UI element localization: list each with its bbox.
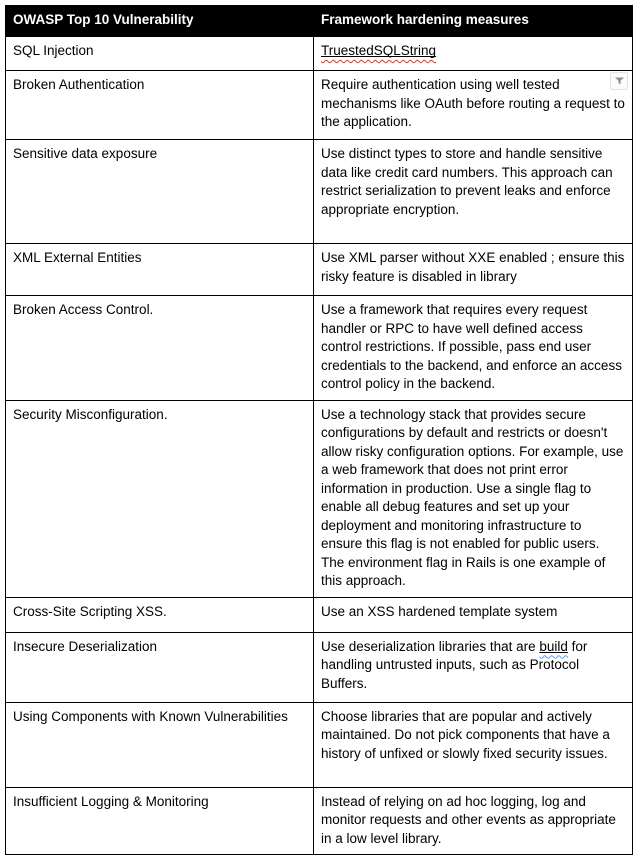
measure-cell[interactable]: Use distinct types to store and handle sensitive data like credit card numbers. This approach can restrict serialization to prevent leaks and enforce appropriate encryption. bbox=[314, 140, 633, 244]
table-body bbox=[6, 37, 633, 855]
owasp-hardening-table bbox=[5, 5, 633, 855]
dropdown-marker-icon[interactable] bbox=[610, 72, 628, 90]
vulnerability-cell[interactable]: XML External Entities bbox=[6, 244, 314, 296]
table-row bbox=[6, 140, 633, 244]
measure-cell[interactable]: Use XML parser without XXE enabled ; ensure this risky feature is disabled in library bbox=[314, 244, 633, 296]
table-row bbox=[6, 632, 633, 702]
table-row bbox=[6, 244, 633, 296]
measure-cell[interactable]: Use deserialization libraries that are build for handling untrusted inputs, such as Protocol Buffers. bbox=[314, 632, 633, 702]
grammar-flagged-text[interactable] bbox=[539, 639, 568, 654]
vulnerability-cell[interactable]: Security Misconfiguration. bbox=[6, 400, 314, 597]
header-row bbox=[6, 6, 633, 37]
flagged-word: TruestedSQLString bbox=[321, 43, 437, 58]
flagged-word: build bbox=[539, 638, 568, 654]
measure-cell[interactable]: Use a technology stack that provides secure configurations by default and restricts or doesn't allow risky configuration options. For example, use a web framework that does not print error information in production. Use a single flag to enable all debug features and set up your deployment and monitoring infrastructure to ensure this flag is not enabled for public users. The environment flag in Rails is one example of this approach. bbox=[314, 400, 633, 597]
vulnerability-cell[interactable]: Using Components with Known Vulnerabilities bbox=[6, 702, 314, 787]
vulnerability-cell[interactable]: Broken Access Control. bbox=[6, 296, 314, 401]
vulnerability-cell[interactable]: SQL Injection bbox=[6, 37, 314, 71]
vulnerability-cell[interactable]: Broken Authentication bbox=[6, 71, 314, 140]
table-row bbox=[6, 71, 633, 140]
table-row bbox=[6, 37, 633, 71]
measure-cell[interactable]: Require authentication using well tested mechanisms like OAuth before routing a request to the application. bbox=[314, 71, 633, 140]
table-header bbox=[6, 6, 633, 37]
measure-cell[interactable]: Instead of relying on ad hoc logging, log and monitor requests and other events as appropriate in a low level library. bbox=[314, 787, 633, 855]
measure-cell[interactable] bbox=[314, 37, 633, 71]
table-row bbox=[6, 787, 633, 855]
vulnerability-cell[interactable]: Insufficient Logging & Monitoring bbox=[6, 787, 314, 855]
spellcheck-flagged-text[interactable] bbox=[321, 43, 436, 58]
measure-cell[interactable]: Choose libraries that are popular and actively maintained. Do not pick components that have a history of unfixed or slowly fixed security issues. bbox=[314, 702, 633, 787]
table-row bbox=[6, 702, 633, 787]
measure-cell[interactable]: Use a framework that requires every request handler or RPC to have well defined access control restrictions. If possible, pass end user credentials to the backend, and enforce an access control policy in the backend. bbox=[314, 296, 633, 401]
measure-cell[interactable]: Use an XSS hardened template system bbox=[314, 597, 633, 632]
vulnerability-cell[interactable]: Cross-Site Scripting XSS. bbox=[6, 597, 314, 632]
vulnerability-cell[interactable]: Insecure Deserialization bbox=[6, 632, 314, 702]
table-row bbox=[6, 296, 633, 401]
header-cell-vulnerability: OWASP Top 10 Vulnerability bbox=[6, 6, 314, 37]
table-row bbox=[6, 597, 633, 632]
header-cell-measures: Framework hardening measures bbox=[314, 6, 633, 37]
vulnerability-cell[interactable]: Sensitive data exposure bbox=[6, 140, 314, 244]
table-row bbox=[6, 400, 633, 597]
